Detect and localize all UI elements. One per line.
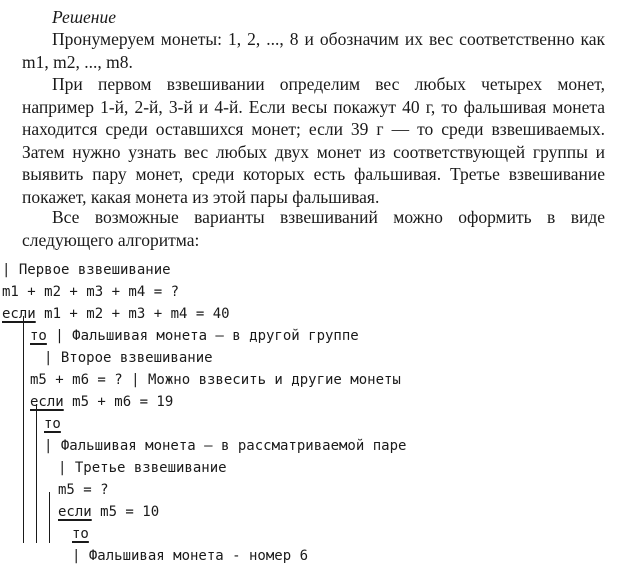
keyword-then: то <box>44 416 61 432</box>
algo-line: если m5 + m6 = 19 <box>30 394 174 410</box>
keyword-then: то <box>30 328 47 344</box>
algo-line: | Фальшивая монета — в рассматриваемой паре <box>44 438 407 454</box>
algo-line: | Третье взвешивание <box>58 460 227 476</box>
solution-heading: Решение <box>52 7 117 27</box>
paragraph-1: Пронумеруем монеты: 1, 2, ..., 8 и обозначим их вес соответственно как m1, m2, ..., m8. <box>22 29 605 72</box>
nesting-bar <box>36 404 37 543</box>
keyword-if: если <box>2 306 36 322</box>
algo-line <box>72 523 89 545</box>
algorithm-listing <box>0 256 623 564</box>
keyword-if: если <box>30 394 64 410</box>
algo-line: если m1 + m2 + m3 + m4 = 40 <box>2 306 230 322</box>
keyword-then: то <box>72 526 89 542</box>
algo-line: | Второе взвешивание <box>44 350 213 366</box>
algo-line: то | Фальшивая монета – в другой группе <box>30 328 359 344</box>
algo-line: m5 + m6 = ? | Можно взвесить и другие монеты <box>30 372 401 388</box>
nesting-bar <box>49 492 50 543</box>
paragraph-3: Все возможные варианты взвешиваний можно оформить в виде следующего алгоритма: <box>22 207 605 250</box>
algo-line: m5 = ? <box>58 482 109 498</box>
keyword-if: если <box>58 504 92 520</box>
algo-line: | Первое взвешивание <box>2 262 171 278</box>
paragraph-2: При первом взвешивании определим вес любых четырех монет, например 1-й, 2-й, 3-й и 4-й. Если весы покажут 40 г, то фальшивая монета находится среди оставшихся монет; если 39 г — то среди взвешиваемых. Затем нужно узнать вес любых двух монет из соответствующей группы и выявить пару монет, среди которых есть фальшивая. Третье взвешивание покажет, какая монета из этой пары фальшивая. <box>22 74 605 207</box>
algo-line: m1 + m2 + m3 + m4 = ? <box>2 284 180 300</box>
algo-line <box>44 413 61 435</box>
algo-line: если m5 = 10 <box>58 504 160 520</box>
nesting-bar <box>23 316 24 543</box>
algo-line: | Фальшивая монета - номер 6 <box>72 548 309 564</box>
